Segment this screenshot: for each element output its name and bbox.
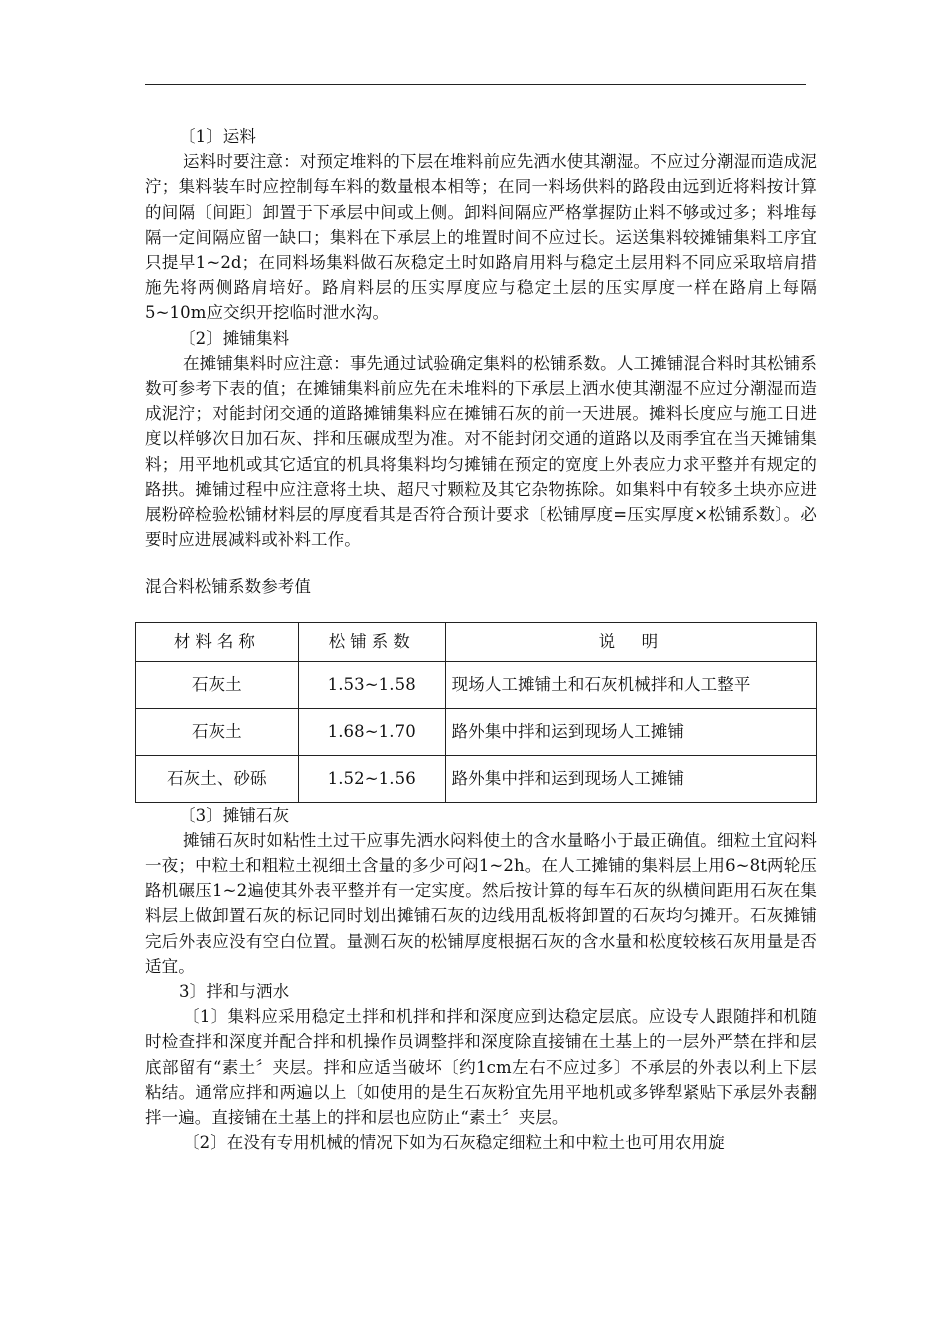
section-heading-transport: 〔1〕运料 bbox=[179, 127, 256, 146]
table-row bbox=[136, 661, 817, 708]
cell-note: 现场人工摊铺土和石灰机械拌和人工整平 bbox=[445, 661, 816, 708]
column-header-coefficient: 松铺系数 bbox=[298, 622, 445, 661]
paragraph-transport: 运料时要注意：对预定堆料的下层在堆料前应先洒水使其潮湿。不应过分潮湿而造成泥泞；集料装车时应控制每车料的数量根本相等；在同一料场供料的路段由远到近将料按计算的间隔〔间距〕卸置于下承层中间或上侧。卸料间隔应严格掌握防止料不够或过多；料堆每隔一定间隔应留一缺口；集料在下承层上的堆置时间不应过长。运送集料较摊铺集料工序宜只提早1~2d；在同料场集料做石灰稳定土时如路肩用料与稳定土层用料不同应采取培肩措施先将两侧路肩培好。路肩料层的压实厚度应与稳定土层的压实厚度一样在路肩上每隔5~10m应交织开挖临时泄水沟。 bbox=[145, 152, 817, 323]
paragraph-spread-lime: 摊铺石灰时如粘性土过干应事先洒水闷料使土的含水量略小于最正确值。细粒土宜闷料一夜；中粒土和粗粒土视细土含量的多少可闷1~2h。在人工摊铺的集料层上用6~8t两轮压路机碾压1~2遍使其外表平整并有一定实度。然后按计算的每车石灰的纵横间距用石灰在集料层上做卸置石灰的标记同时划出摊铺石灰的边线用乱板将卸置的石灰均匀摊开。石灰摊铺完后外表应没有空白位置。量测石灰的松铺厚度根据石灰的含水量和松度较核石灰用量是否适宜。 bbox=[145, 830, 817, 976]
header-rule bbox=[145, 84, 806, 85]
document-body bbox=[145, 124, 817, 1156]
table-row bbox=[136, 708, 817, 755]
table-header-row bbox=[136, 622, 817, 661]
cell-coefficient: 1.53~1.58 bbox=[298, 661, 445, 708]
cell-note: 路外集中拌和运到现场人工摊铺 bbox=[445, 708, 816, 755]
cell-material: 石灰土、砂砾 bbox=[136, 755, 299, 802]
cell-coefficient: 1.52~1.56 bbox=[298, 755, 445, 802]
cell-material: 石灰土 bbox=[136, 708, 299, 755]
section-heading-mixing: 3〕拌和与洒水 bbox=[179, 982, 290, 1002]
loose-coefficient-table bbox=[135, 622, 817, 803]
section-heading-spread-aggregate: 〔2〕摊铺集料 bbox=[179, 328, 290, 348]
table-row bbox=[136, 755, 817, 802]
paragraph-spread-aggregate: 在摊铺集料时应注意：事先通过试验确定集料的松铺系数。人工摊铺混合料时其松铺系数可参考下表的值；在摊铺集料前应先在未堆料的下承层上洒水使其潮湿不应过分潮湿而造成泥泞；对能封闭交通的道路摊铺集料应在摊铺石灰的前一天进展。摊料长度应与施工日进度以样够次日加石灰、拌和压碾成型为准。对不能封闭交通的道路以及雨季宜在当天摊铺集料；用平地机或其它适宜的机具将集料均匀摊铺在预定的宽度上外表应力求平整并有规定的路拱。摊铺过程中应注意将土块、超尺寸颗粒及其它杂物拣除。如集料中有较多土块亦应进展粉碎检验松铺材料层的厚度看其是否符合预计要求〔松铺厚度=压实厚度×松铺系数〕。必要时应进展减料或补料工作。 bbox=[145, 353, 817, 550]
cell-coefficient: 1.68~1.70 bbox=[298, 708, 445, 755]
paragraph-mixing-2: 〔2〕在没有专用机械的情况下如为石灰稳定细粒土和中粒土也可用农用旋 bbox=[183, 1133, 725, 1153]
cell-material: 石灰土 bbox=[136, 661, 299, 708]
cell-note: 路外集中拌和运到现场人工摊铺 bbox=[445, 755, 816, 802]
column-header-material: 材料名称 bbox=[136, 622, 299, 661]
column-header-note: 说 明 bbox=[445, 622, 816, 661]
table-title: 混合料松铺系数参考值 bbox=[145, 577, 311, 597]
paragraph-mixing-1: 〔1〕集料应采用稳定土拌和机拌和拌和深度应到达稳定层底。应设专人跟随拌和机随时检查拌和深度并配合拌和机操作员调整拌和深度除直接铺在土基上的一层外严禁在拌和层底部留有“素土〞夹层。拌和应适当破坏〔约1cm左右不应过多〕不承层的外表以利上下层粘结。通常应拌和两遍以上〔如使用的是生石灰粉宜先用平地机或多铧犁紧贴下承层外表翻拌一遍。直接铺在土基上的拌和层也应防止“素土〞夹层。 bbox=[145, 1007, 817, 1128]
section-heading-spread-lime: 〔3〕摊铺石灰 bbox=[179, 805, 290, 825]
